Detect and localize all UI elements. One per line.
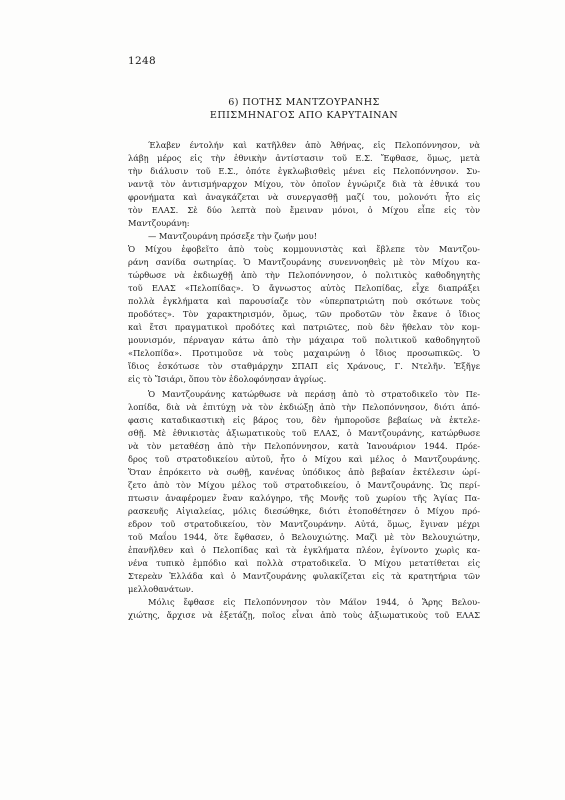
text-line: τὴν διάλυσιν τοῦ Ε.Σ., ὁπότε ἐγκλωβισθεὶς μένει εἰς Πελοπόννησον. Συ- — [128, 166, 480, 176]
text-line: Ὅταν ἐπρόκειτο νὰ σωθῇ, κανένας ὑπόδικος ἀπὸ βεβαίαν ἐκτέλεσιν ὡρί- — [128, 467, 480, 477]
text-line: τοῦ ΕΛΑΣ «Πελοπίδας». Ὁ ἄγνωστος αὐτὸς Πελοπίδας, εἶχε διαπράξει — [128, 283, 480, 293]
text-line: πολλὰ ἐγκλήματα καὶ παρουσίαζε τὸν «ὑπερπατριώτη ποὺ σκότωνε τοὺς — [128, 296, 480, 306]
text-line: Στερεὰν Ἑλλάδα καὶ ὁ Μαντζουράνης φυλακίζεται εἰς τὰ κρατητήρια τῶν — [128, 571, 480, 581]
text-line: ἴδιος ἐσκότωσε τὸν σταθμάρχην ΣΠΑΠ εἰς Χράνους, Γ. Ντελῆν. Ἐξῆγε — [128, 361, 480, 371]
text-line: μουνισμόν, πέρναγαν κάτω ἀπὸ τὴν μάχαιρα τοῦ πολιτικοῦ καθοδηγητοῦ — [128, 335, 480, 345]
text-line: τοῦ Μαΐου 1944, ὅτε ἔφθασεν, ὁ Βελουχιώτης. Μαζὶ μὲ τὸν Βελουχιώτην, — [128, 532, 480, 542]
text-line: φασις καταδικαστικὴ εἰς βάρος του, δὲν ἠμποροῦσε βεβαίως νὰ ἐκτελε- — [128, 415, 480, 425]
text-line: ζετο ἀπὸ τὸν Μίχου μέλος τοῦ στρατοδικείου, ὁ Μαντζουράνης. Ὡς περί- — [128, 480, 480, 490]
text-line: τὸν ΕΛΑΣ. Σὲ δύο λεπτὰ ποὺ ἔμειναν μόνοι, ὁ Μίχου εἶπε εἰς τὸν — [128, 205, 480, 215]
text-line: Έλαβεν έντολήν καὶ κατῆλθεν ἀπὸ Ἀθήνας, εἰς Πελοπόννησον, νὰ — [148, 140, 480, 150]
text-line: ράνη σανίδα σωτηρίας. Ὁ Μαντζουράνης συνεννοηθεὶς μὲ τὸν Μίχου κα- — [128, 257, 480, 267]
text-line: σθῇ. Μὲ ἐθνικιστὰς ἀξιωματικοὺς τοῦ ΕΛΑΣ, ὁ Μαντζουράνης, κατώρθωσε — [128, 428, 480, 438]
text-line: Μαντζουράνη: — [128, 218, 190, 228]
text-line: ἐπανῆλθεν καὶ ὁ Πελοπίδας καὶ τὰ ἐγκλήματα πλέον, ἐγίνοντο χωρὶς κα- — [128, 545, 480, 555]
text-line: εἰς τὸ Ἴσιάρι, ὅπου τὸν ἐδολοφόνησαν ἀγρίως. — [128, 374, 327, 384]
text-line: Ὁ Μίχου ἐφοβεῖτο ἀπὸ τοὺς κομμουνιστὰς καὶ ἔβλεπε τὸν Μαντζου- — [128, 244, 480, 254]
text-line: Μόλις ἔφθασε εἰς Πελοπόννησον τὸν Μάϊον 1944, ὁ Ἄρης Βελου- — [148, 597, 480, 607]
chapter-heading: 6) ΠΟΤΗΣ ΜΑΝΤΖΟΥΡΑΝΗΣ — [228, 97, 380, 108]
text-line: προδότες». Τὸν χαρακτηρισμόν, ὅμως, τῶν προδοτῶν τὸν ἔκανε ὁ ἴδιος — [128, 309, 480, 319]
text-line: ρασκευῆς Αἰγιαλείας, μόλις διεσώθηκε, διότι ἐτοποθέτησεν ὁ Μίχου πρό- — [128, 506, 480, 516]
text-line: «Πελοπίδα». Προτιμοῦσε νὰ τοὺς μαχαιρώνῃ ὁ ἴδιος προσωπικῶς. Ὁ — [128, 348, 480, 358]
page-number: 1248 — [128, 55, 156, 67]
text-line: λοπίδα, διὰ νὰ ἐπιτύχῃ νὰ τὸν ἐκδιώξῃ ἀπὸ τὴν Πελοπόννησον, διότι ἀπό- — [128, 402, 480, 412]
text-line: λάβῃ μέρος εἰς τὴν ἐθνικὴν ἀντίστασιν τοῦ Ε.Σ. Ἔφθασε, ὅμως, μετὰ — [128, 153, 480, 163]
text-line: δρος τοῦ στρατοδικείου αὐτοῦ, ἦτο ὁ Μίχου καὶ μέλος ὁ Μαντζουράνης. — [128, 454, 480, 464]
text-line: πτωσιν ἀναφέρομεν ἕναν καλόγηρο, τῆς Μονῆς τοῦ χωρίου τῆς Ἁγίας Πα- — [128, 493, 480, 503]
text-line: νένα τυπικὸ ἐμπόδιο καὶ πολλὰ στρατοδικεῖα. Ὁ Μίχου μετατίθεται εἰς — [128, 558, 480, 568]
text-line: εδρον τοῦ στρατοδικείου, τὸν Μαντζουράνην. Αὐτά, ὅμως, ἔγιναν μέχρι — [128, 519, 480, 529]
text-line: τώρθωσε νὰ ἐκδιωχθῇ ἀπὸ τὴν Πελοπόννησον, ὁ πολιτικὸς καθοδηγητὴς — [128, 270, 480, 280]
text-line: — Μαντζουράνη πρόσεξε τὴν ζωήν μου! — [148, 231, 318, 241]
body-text — [128, 139, 480, 622]
chapter-subheading: ΕΠΙΣΜΗΝΑΓΟΣ ΑΠΟ ΚΑΡΥΤΑΙΝΑΝ — [209, 110, 399, 121]
text-line: Ὁ Μαντζουράνης κατώρθωσε νὰ περάσῃ ἀπὸ τὸ στρατοδικεῖο τὸν Πε- — [148, 389, 480, 399]
text-line: νὰ τὸν μεταθέσῃ ἀπὸ τὴν Πελοπόννησον, κατὰ Ἰανουάριον 1944. Πρόε- — [128, 441, 480, 451]
text-line: ναντᾷ τὸν ἀντισμήναρχον Μίχου, τὸν ὁποῖον ἐγνώριζε διὰ τὰ ἐθνικά του — [128, 179, 480, 189]
text-line: μελλοθανάτων. — [128, 584, 194, 594]
text-line: φρονήματα καὶ ἀναγκάζεται νὰ συνεργασθῇ μαζί του, μολονότι ἦτο εἰς — [128, 192, 480, 202]
text-line: καὶ ἔτσι πραγματικοὶ προδότες καὶ πατριῶτες, ποὺ δὲν ἤθελαν τὸν κομ- — [128, 322, 480, 332]
text-line: χιώτης, ἄρχισε νὰ ἐξετάζῃ, ποῖος εἶναι ἀπὸ τοὺς ἀξιωματικοὺς τοῦ ΕΛΑΣ — [128, 610, 480, 620]
